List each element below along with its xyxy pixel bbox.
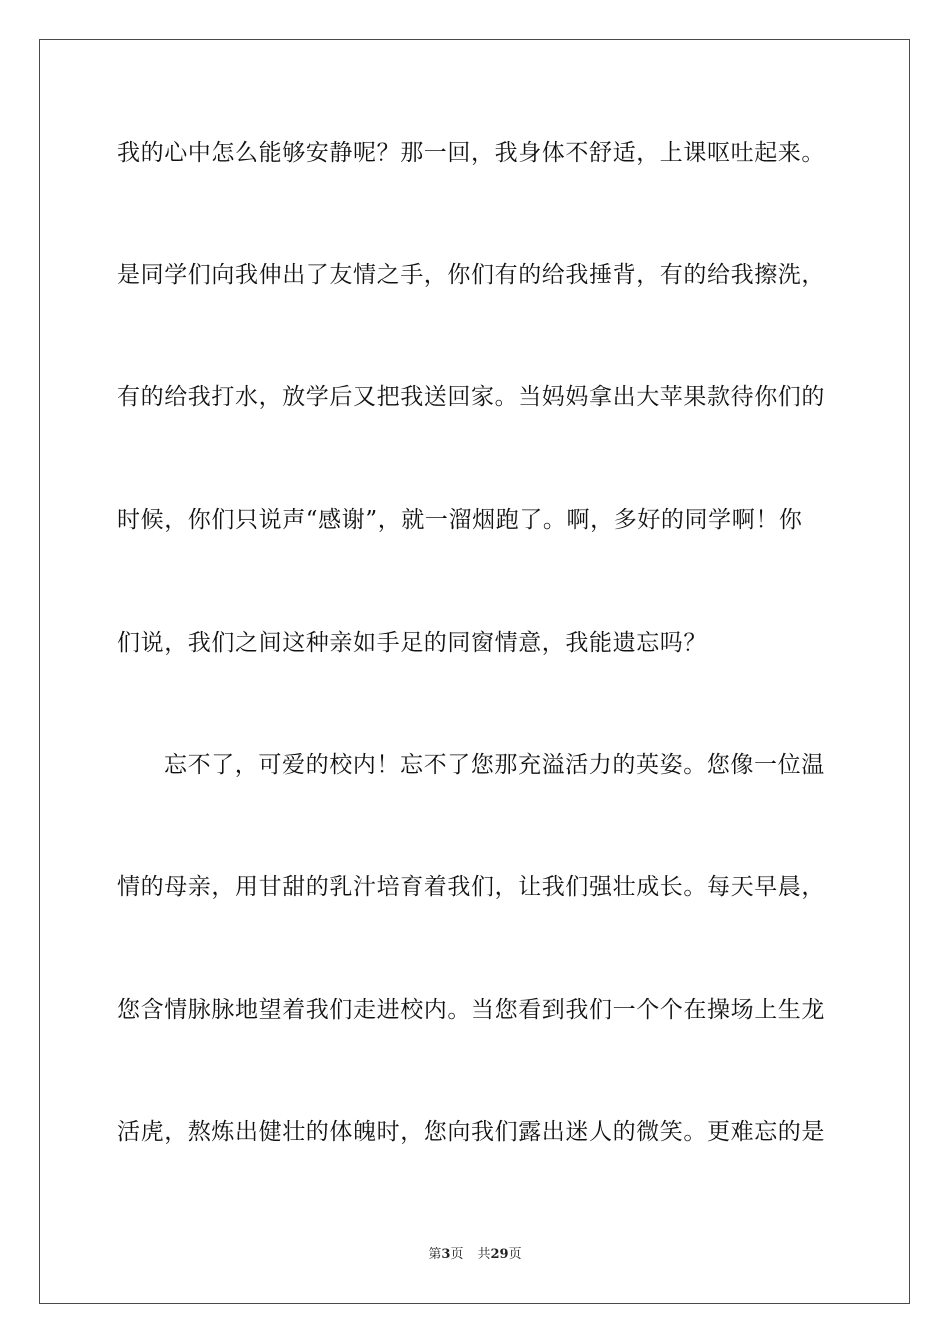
total-suffix: 页 bbox=[508, 1247, 522, 1262]
total-prefix: 共 bbox=[477, 1247, 491, 1262]
text-line: 活虎，熬炼出健壮的体魄时，您向我们露出迷人的微笑。更难忘的是 bbox=[117, 1119, 825, 1145]
text-line: 您含情脉脉地望着我们走进校内。当您看到我们一个个在操场上生龙 bbox=[117, 997, 825, 1023]
text-line: 情的母亲，用甘甜的乳汁培育着我们，让我们强壮成长。每天早晨， bbox=[117, 874, 825, 900]
text-line: 是同学们向我伸出了友情之手，你们有的给我捶背，有的给我擦洗， bbox=[117, 262, 825, 288]
text-line: 时候，你们只说声“感谢”，就一溜烟跑了。啊，多好的同学啊！你 bbox=[117, 507, 803, 533]
page-border bbox=[39, 39, 910, 1304]
text-line: 我的心中怎么能够安静呢？那一回，我身体不舒适，上课呕吐起来。 bbox=[117, 140, 825, 166]
total-pages: 29 bbox=[490, 1247, 509, 1262]
page-suffix: 页 bbox=[450, 1247, 464, 1262]
page-number: 3 bbox=[441, 1247, 451, 1262]
text-line: 们说，我们之间这种亲如手足的同窗情意，我能遗忘吗？ bbox=[117, 630, 707, 656]
page-footer bbox=[0, 1246, 950, 1264]
page-prefix: 第 bbox=[428, 1247, 442, 1262]
paragraph-start-line: 忘不了，可爱的校内！忘不了您那充溢活力的英姿。您像一位温 bbox=[164, 752, 825, 778]
text-line: 有的给我打水，放学后又把我送回家。当妈妈拿出大苹果款待你们的 bbox=[117, 384, 825, 410]
